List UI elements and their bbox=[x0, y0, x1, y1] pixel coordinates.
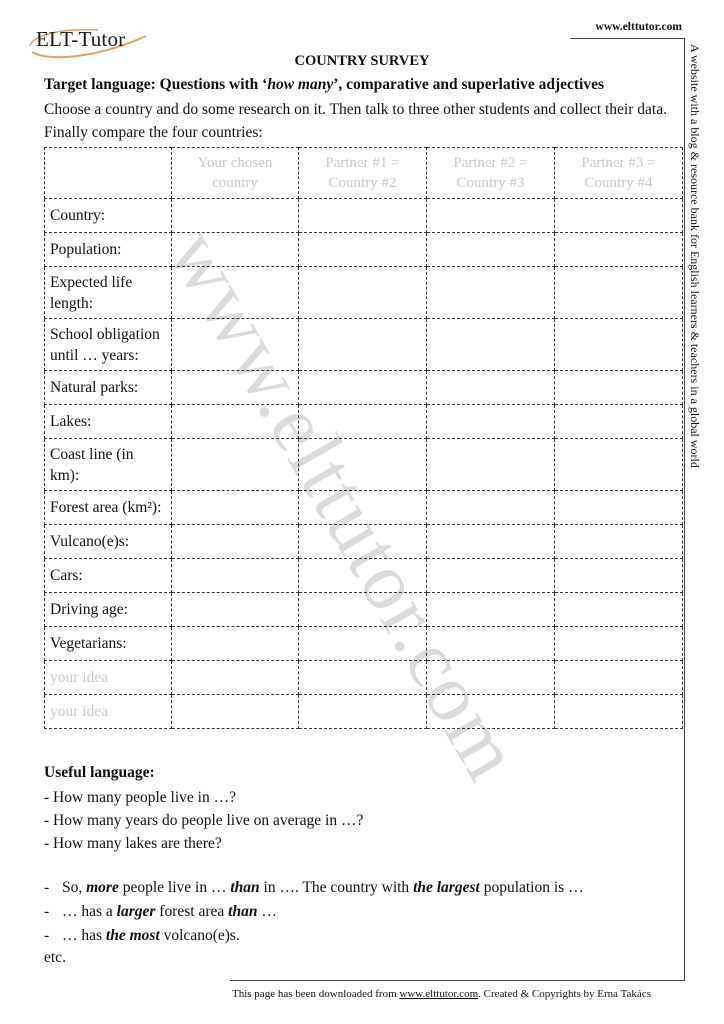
answer-cell[interactable] bbox=[172, 695, 299, 729]
table-row bbox=[45, 661, 683, 695]
text-part: … has bbox=[62, 927, 106, 944]
answer-cell[interactable] bbox=[299, 525, 427, 559]
row-label: Coast line (in km): bbox=[45, 439, 172, 491]
answer-cell[interactable] bbox=[172, 593, 299, 627]
answer-cell[interactable] bbox=[555, 267, 683, 319]
answer-cell[interactable] bbox=[172, 559, 299, 593]
instructions: Choose a country and do some research on it. Then talk to three other students and collect their data. Finally compare the four countries: bbox=[44, 101, 667, 141]
row-label: Lakes: bbox=[45, 405, 172, 439]
answer-cell[interactable] bbox=[427, 593, 555, 627]
target-language-suffix: ’, comparative and superlative adjectives bbox=[333, 76, 604, 93]
answer-cell[interactable] bbox=[555, 627, 683, 661]
text-part: people live in … bbox=[118, 879, 231, 896]
table-row bbox=[45, 371, 683, 405]
answer-cell[interactable] bbox=[427, 319, 555, 371]
list-item: - How many people live in …? bbox=[44, 789, 236, 806]
answer-cell[interactable] bbox=[299, 695, 427, 729]
answer-cell[interactable] bbox=[427, 491, 555, 525]
answer-cell[interactable] bbox=[555, 661, 683, 695]
target-language bbox=[44, 76, 604, 94]
right-rule bbox=[684, 38, 685, 980]
answer-cell[interactable] bbox=[427, 559, 555, 593]
answer-cell[interactable] bbox=[427, 371, 555, 405]
header-your-country: Your chosen country bbox=[172, 148, 299, 199]
list-item bbox=[44, 876, 584, 900]
page-title: COUNTRY SURVEY bbox=[294, 53, 430, 69]
header-partner-1: Partner #1 = Country #2 bbox=[299, 148, 427, 199]
answer-cell[interactable] bbox=[427, 439, 555, 491]
table-row bbox=[45, 559, 683, 593]
answer-cell[interactable] bbox=[172, 267, 299, 319]
table-row bbox=[45, 491, 683, 525]
row-label: Natural parks: bbox=[45, 371, 172, 405]
table-row bbox=[45, 267, 683, 319]
answer-cell[interactable] bbox=[299, 267, 427, 319]
etc-text: etc. bbox=[44, 949, 66, 966]
text-part: … has a bbox=[62, 903, 117, 920]
answer-cell[interactable] bbox=[427, 199, 555, 233]
table-header-row bbox=[45, 148, 683, 199]
row-label: Forest area (km²): bbox=[45, 491, 172, 525]
answer-cell[interactable] bbox=[427, 267, 555, 319]
emphasis-part: more bbox=[86, 879, 119, 896]
answer-cell[interactable] bbox=[555, 593, 683, 627]
row-label: Expected life length: bbox=[45, 267, 172, 319]
answer-cell[interactable] bbox=[427, 627, 555, 661]
footer bbox=[232, 988, 651, 1000]
row-label: Vulcano(e)s: bbox=[45, 525, 172, 559]
answer-cell[interactable] bbox=[555, 559, 683, 593]
answer-cell[interactable] bbox=[555, 371, 683, 405]
row-label: School obligation until … years: bbox=[45, 319, 172, 371]
header-cell-empty bbox=[45, 148, 172, 199]
answer-cell[interactable] bbox=[172, 525, 299, 559]
text-part: volcano(e)s. bbox=[159, 927, 240, 944]
emphasis-part: the largest bbox=[413, 879, 480, 896]
list-dash: - bbox=[44, 927, 50, 944]
row-label: your idea bbox=[45, 661, 172, 695]
answer-cell[interactable] bbox=[299, 405, 427, 439]
answer-cell[interactable] bbox=[172, 627, 299, 661]
table-row bbox=[45, 695, 683, 729]
top-rule bbox=[570, 38, 684, 39]
emphasis-part: than bbox=[228, 903, 258, 920]
answer-cell[interactable] bbox=[555, 695, 683, 729]
answer-cell[interactable] bbox=[172, 405, 299, 439]
table-row bbox=[45, 525, 683, 559]
list-item bbox=[44, 924, 584, 948]
answer-cell[interactable] bbox=[299, 593, 427, 627]
site-url[interactable]: www.elttutor.com bbox=[595, 21, 682, 33]
list-item: - How many lakes are there? bbox=[44, 835, 222, 852]
footer-prefix: This page has been downloaded from bbox=[232, 988, 400, 1000]
comparison-list bbox=[44, 876, 584, 948]
header-partner-2: Partner #2 = Country #3 bbox=[427, 148, 555, 199]
answer-cell[interactable] bbox=[555, 491, 683, 525]
row-label: Vegetarians: bbox=[45, 627, 172, 661]
answer-cell[interactable] bbox=[555, 439, 683, 491]
emphasis-part: the most bbox=[105, 927, 160, 944]
text-part: … bbox=[257, 903, 277, 920]
text-part: in …. The country with bbox=[259, 879, 414, 896]
answer-cell[interactable] bbox=[172, 319, 299, 371]
answer-cell[interactable] bbox=[299, 559, 427, 593]
table-row bbox=[45, 593, 683, 627]
answer-cell[interactable] bbox=[555, 233, 683, 267]
answer-cell[interactable] bbox=[427, 405, 555, 439]
table-row bbox=[45, 199, 683, 233]
answer-cell[interactable] bbox=[172, 371, 299, 405]
survey-table bbox=[44, 147, 683, 729]
answer-cell[interactable] bbox=[172, 439, 299, 491]
side-tagline: A website with a blog & resource bank for English learners & teachers in a global world bbox=[688, 44, 702, 468]
text-part: forest area bbox=[155, 903, 229, 920]
answer-cell[interactable] bbox=[555, 319, 683, 371]
answer-cell[interactable] bbox=[172, 233, 299, 267]
emphasis-part: than bbox=[230, 879, 260, 896]
useful-language-title: Useful language: bbox=[44, 764, 155, 781]
answer-cell[interactable] bbox=[299, 371, 427, 405]
list-item: - How many years do people live on average in …? bbox=[44, 812, 364, 829]
answer-cell[interactable] bbox=[299, 439, 427, 491]
answer-cell[interactable] bbox=[427, 661, 555, 695]
table-row bbox=[45, 439, 683, 491]
footer-suffix: . Created & Copyrights by Erna Takács bbox=[478, 988, 651, 1000]
logo-text: ELT-Tutor bbox=[36, 27, 126, 51]
question-list bbox=[44, 786, 363, 855]
watermark: www.elttutor.com bbox=[151, 214, 540, 796]
list-dash: - bbox=[44, 903, 50, 920]
answer-cell[interactable] bbox=[427, 695, 555, 729]
bottom-rule bbox=[230, 980, 685, 981]
list-item bbox=[44, 900, 584, 924]
row-label: Driving age: bbox=[45, 593, 172, 627]
answer-cell[interactable] bbox=[299, 627, 427, 661]
answer-cell[interactable] bbox=[172, 661, 299, 695]
row-label: Cars: bbox=[45, 559, 172, 593]
answer-cell[interactable] bbox=[172, 199, 299, 233]
row-label: Population: bbox=[45, 233, 172, 267]
answer-cell[interactable] bbox=[555, 199, 683, 233]
answer-cell[interactable] bbox=[172, 491, 299, 525]
text-part: So, bbox=[62, 879, 87, 896]
answer-cell[interactable] bbox=[555, 405, 683, 439]
table-row bbox=[45, 627, 683, 661]
table-row bbox=[45, 233, 683, 267]
table-row bbox=[45, 319, 683, 371]
answer-cell[interactable] bbox=[299, 319, 427, 371]
row-label: Country: bbox=[45, 199, 172, 233]
answer-cell[interactable] bbox=[299, 199, 427, 233]
answer-cell[interactable] bbox=[427, 233, 555, 267]
list-dash: - bbox=[44, 879, 50, 896]
footer-link[interactable]: www.elttutor.com bbox=[399, 988, 479, 1000]
text-part: population is … bbox=[479, 879, 584, 896]
answer-cell[interactable] bbox=[299, 233, 427, 267]
row-label: your idea bbox=[45, 695, 172, 729]
target-language-prefix: Target language: Questions with ‘ bbox=[44, 76, 268, 93]
answer-cell[interactable] bbox=[299, 661, 427, 695]
answer-cell[interactable] bbox=[299, 491, 427, 525]
header-partner-3: Partner #3 = Country #4 bbox=[555, 148, 683, 199]
answer-cell[interactable] bbox=[555, 525, 683, 559]
emphasis-part: larger bbox=[116, 903, 156, 920]
target-language-emphasis: how many bbox=[267, 76, 334, 93]
answer-cell[interactable] bbox=[427, 525, 555, 559]
table-row bbox=[45, 405, 683, 439]
